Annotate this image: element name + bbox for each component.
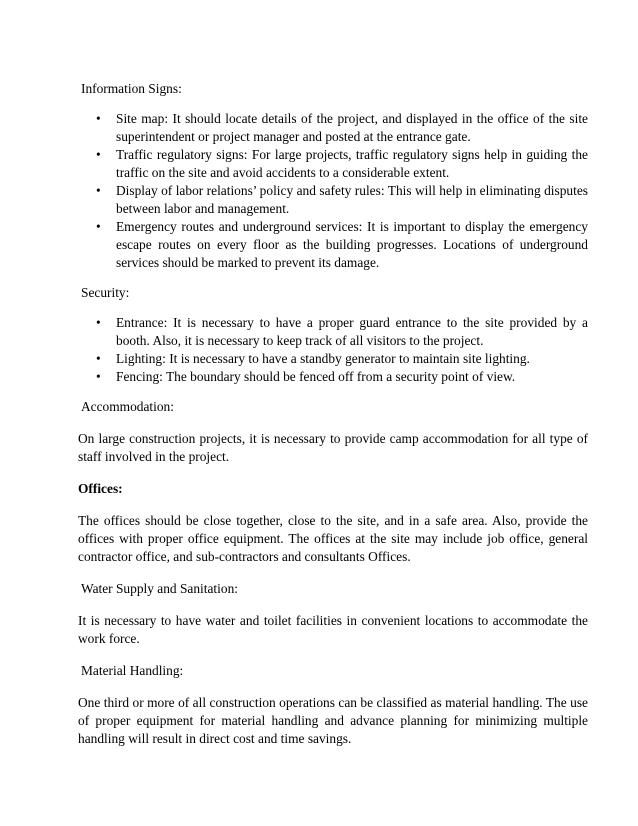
list-item [78,110,588,146]
offices-paragraph: The offices should be close together, close to the site, and in a safe area. Also, provide the offices with proper office equipment. The offices at the site may include job office, general contractor office, and sub-contractors and consultants Offices. [78,513,588,564]
list-item [78,368,588,386]
bullet-icon: • [96,147,101,162]
list-item-text: Fencing: The boundary should be fenced off from a security point of view. [116,369,516,384]
information-signs-list [78,110,588,272]
list-item-text: Entrance: It is necessary to have a proper guard entrance to the site provided by a booth. Also, it is necessary to keep track of all visitors to the project. [116,315,588,348]
list-item [78,182,588,218]
bullet-icon: • [96,219,101,234]
accommodation-paragraph: On large construction projects, it is necessary to provide camp accommodation for all type of staff involved in the project. [78,431,588,464]
list-item [78,350,588,368]
offices-heading: Offices: [78,481,123,496]
list-item-text: Emergency routes and underground services: It is important to display the emergency escape routes on every floor as the building progresses. Locations of underground services should be marked to prevent its damage. [116,219,588,270]
material-handling-paragraph: One third or more of all construction operations can be classified as material handling. The use of proper equipment for material handling and advance planning for minimizing multiple handling will result in direct cost and time savings. [78,695,588,746]
material-handling-heading: Material Handling: [81,663,184,678]
water-supply-heading: Water Supply and Sanitation: [81,581,238,596]
water-supply-paragraph: It is necessary to have water and toilet facilities in convenient locations to accommodate the work force. [78,613,588,646]
list-item [78,146,588,182]
list-item-text: Display of labor relations’ policy and safety rules: This will help in eliminating disputes between labor and management. [116,183,588,216]
bullet-icon: • [96,315,101,330]
list-item [78,314,588,350]
security-list [78,314,588,386]
list-item-text: Traffic regulatory signs: For large projects, traffic regulatory signs help in guiding the traffic on the site and avoid accidents to a considerable extent. [116,147,588,180]
information-signs-heading: Information Signs: [81,81,182,96]
accommodation-heading: Accommodation: [81,399,174,414]
bullet-icon: • [96,111,101,126]
security-heading: Security: [81,285,130,300]
bullet-icon: • [96,369,101,384]
document-page [78,80,588,748]
list-item-text: Site map: It should locate details of the project, and displayed in the office of the site superintendent or project manager and posted at the entrance gate. [116,111,588,144]
list-item-text: Lighting: It is necessary to have a standby generator to maintain site lighting. [116,351,530,366]
list-item [78,218,588,272]
bullet-icon: • [96,183,101,198]
bullet-icon: • [96,351,101,366]
